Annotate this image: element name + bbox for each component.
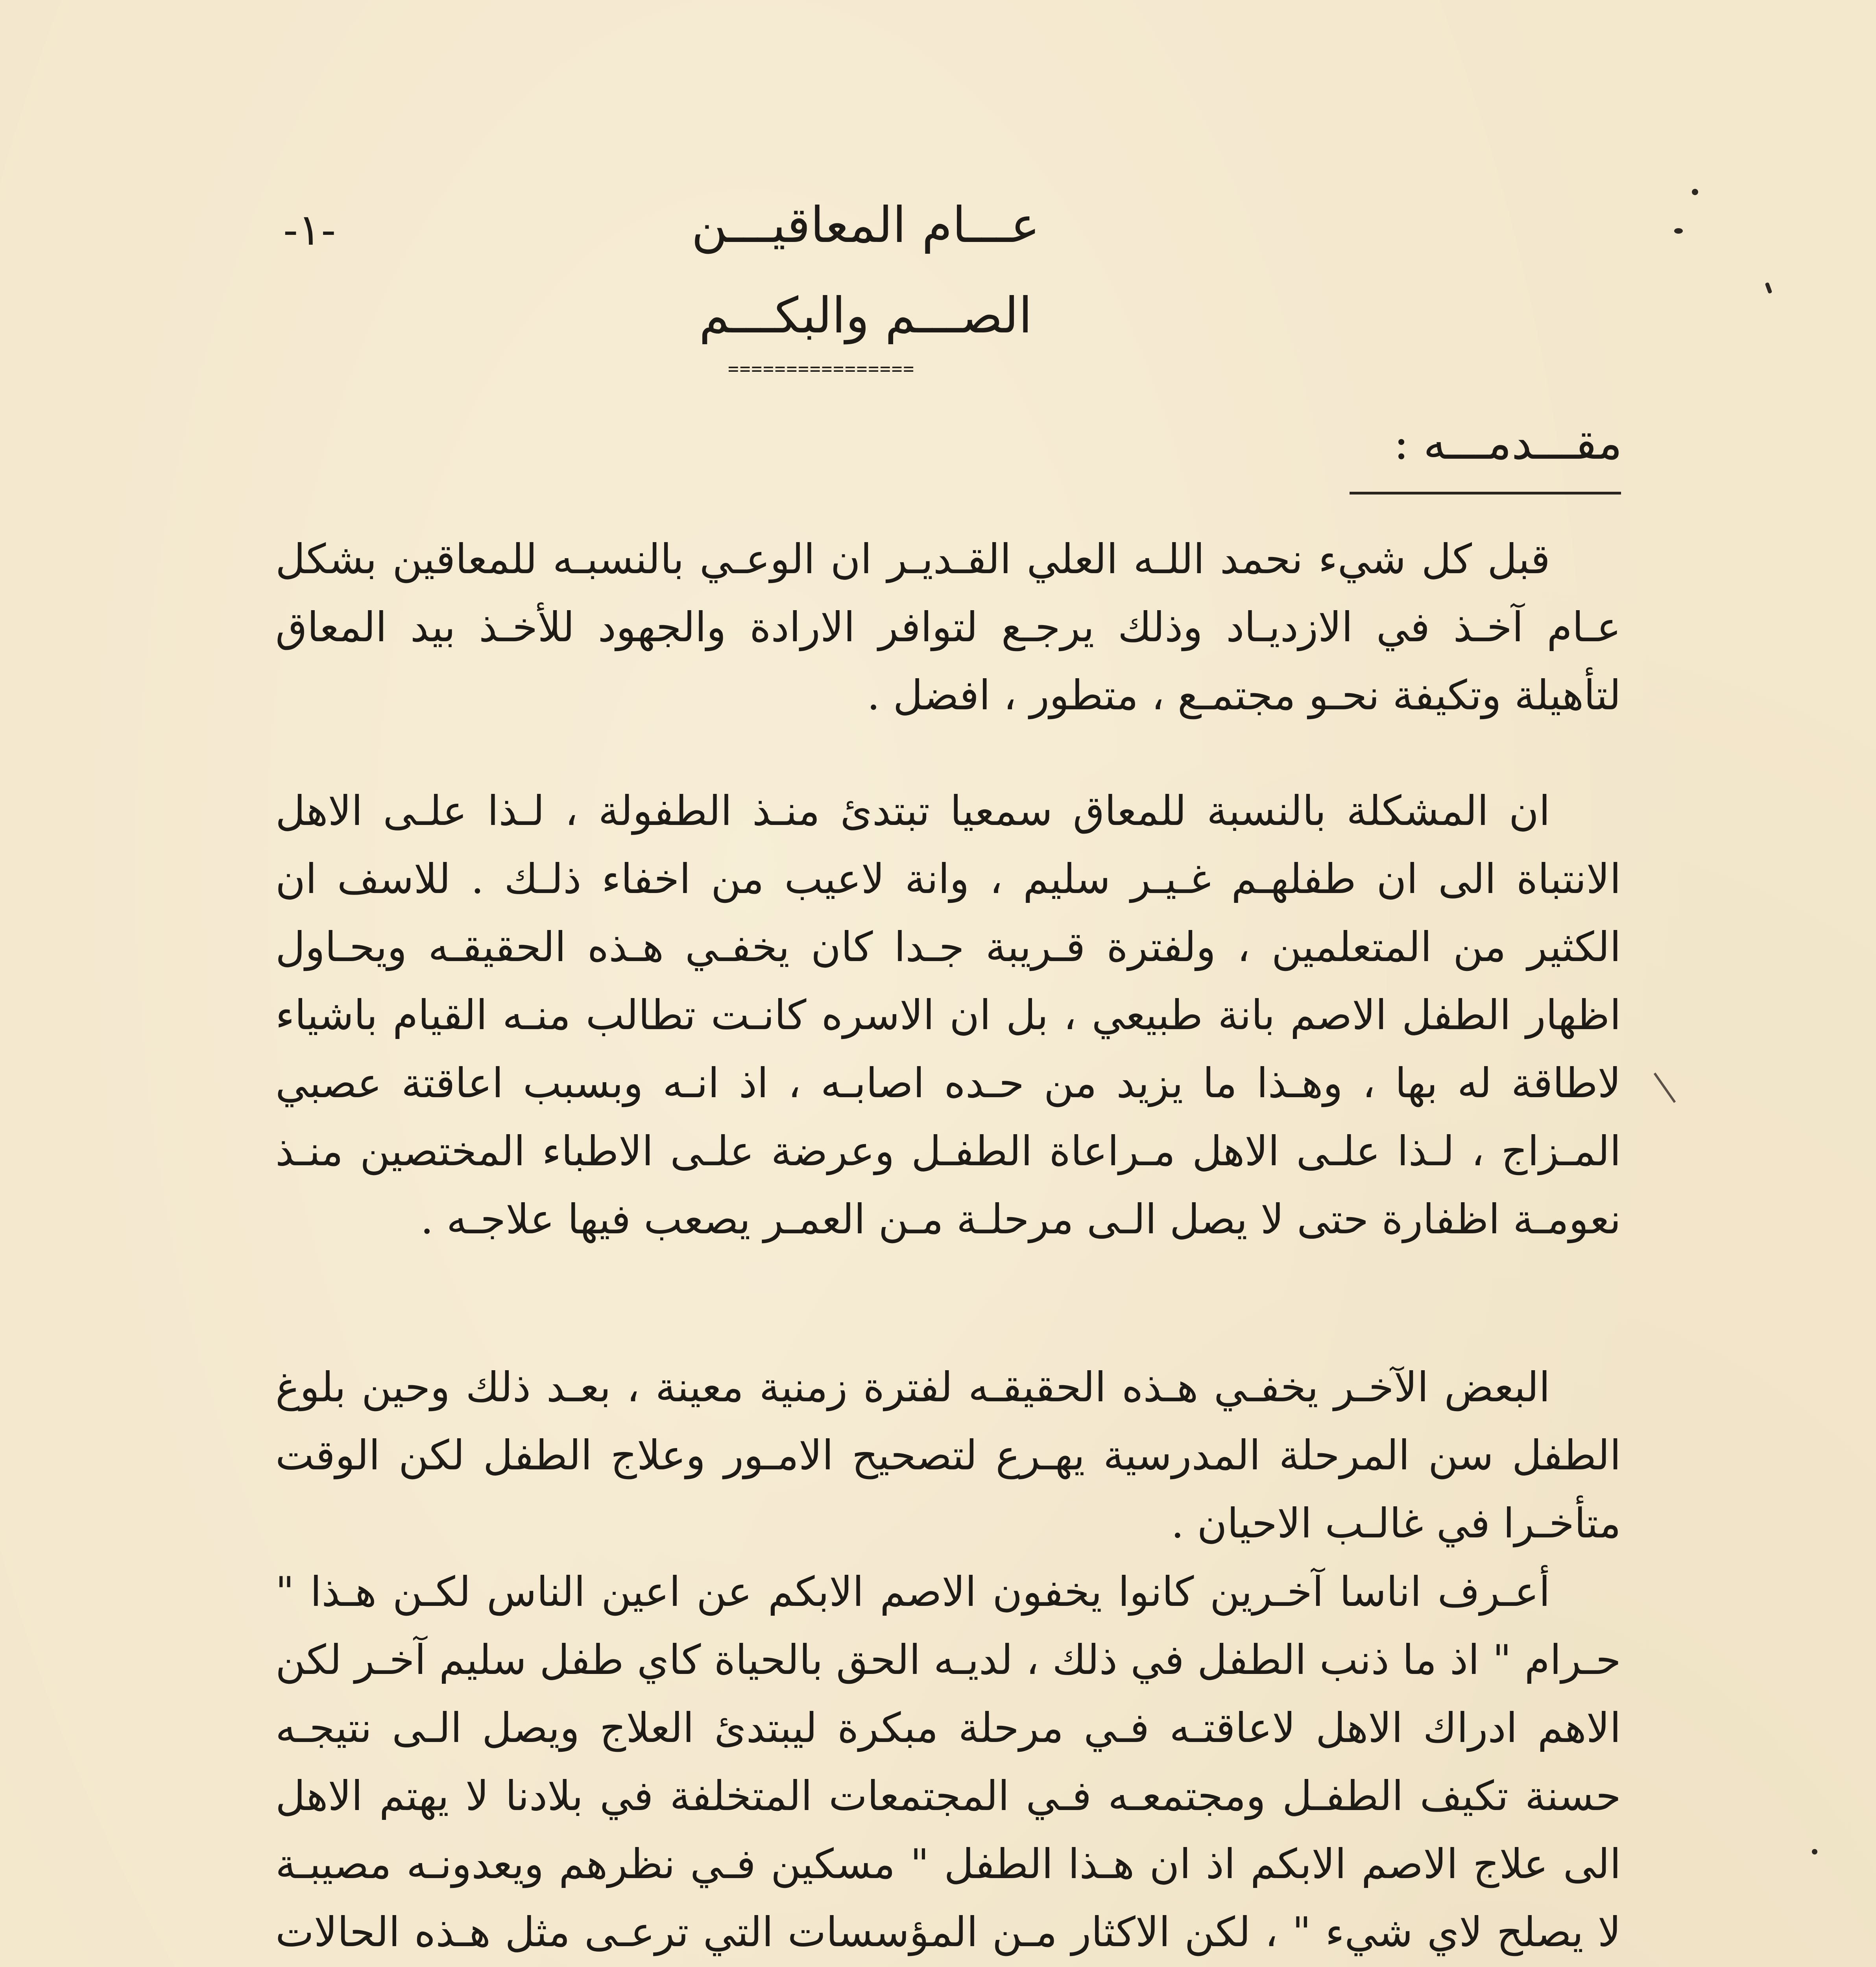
paper-speck: [1765, 282, 1773, 294]
pencil-mark: [1654, 1072, 1676, 1103]
paragraph-4: [275, 1558, 1621, 1967]
paragraph-4-text: أعـرف اناسا آخـرين كانوا يخفون الاصم الابكم عن اعين الناس لكـن هـذا " حـرام " اذ ما ذنب الطفل في ذلك ، لديـه الحق بالحياة كاي طفل سليم آخـر لكن الاهم ادراك الاهل لاعاقتـه فـي مرحلة مبكرة ليبتدئ العلاج ويصل الـى نتيجـه حسنة تكيف الطفـل ومجتمعـه فـي المجتمعات المتخلفة في بلادنا لا يهتم الاهل الى علاج الاصم الابكم اذ ان هـذا الطفل " مسكين فـي نظرهم ويعدونـه مصيبـة لا يصلح لاي شيء " ، لكن الاكثار مـن المؤسسات التي ترعـى مثل هـذه الحالات: [275, 1568, 1621, 1956]
paragraph-1: [275, 525, 1621, 729]
paper-speck: [1692, 189, 1698, 195]
paper-speck: [1812, 1849, 1817, 1854]
paragraph-2-text: ان المشكلة بالنسبة للمعاق سمعيا تبتدئ منـذ الطفولة ، لـذا علـى الاهل الانتباة الى ان طفلهـم غـيـر سليم ، وانة لاعيب من اخفاء ذلـك . للاسف ان الكثير من المتعلمين ، ولفترة قـريبة جـدا كان يخفـي هـذه الحقيقـه ويحـاول اظهار الطفل الاصم بانة طبيعي ، بل ان الاسره كانـت تطالب منـه القيام باشياء لاطاقة له بها ، وهـذا ما يزيد من حـده اصابـه ، اذ انـه وبسبب اعاقتة عصبي المـزاج ، لـذا علـى الاهل مـراعاة الطفـل وعرضة علـى الاطباء المختصين منـذ نعومـة اظفارة حتى لا يصل الـى مرحلـة مـن العمـر يصعب فيها علاجـه .: [275, 787, 1621, 1243]
paragraph-3: [275, 1353, 1621, 1557]
page-number: -١-: [283, 205, 336, 255]
document-subtitle: الصـــم والبكـــم: [699, 287, 1032, 344]
paragraph-1-text: قبل كل شيء نحمد اللـه العلي القـديـر ان الوعـي بالنسبـه للمعاقين بشكل عـام آخـذ في الازديـاد وذلك يرجـع لتوافر الارادة والجهود للأخـذ بيد المعاق لتأهيلة وتكيفة نحـو مجتمـع ، متطور ، افضل .: [275, 535, 1621, 719]
title-underline: ================: [728, 358, 915, 379]
introduction-heading: مقـــدمـــه :: [1394, 417, 1622, 470]
paper-speck: [1674, 228, 1683, 234]
paragraph-2: [275, 777, 1621, 1253]
paragraph-3-text: البعض الآخـر يخفـي هـذه الحقيقـه لفترة زمنية معينة ، بعـد ذلك وحين بلوغ الطفل سن المرحلة المدرسية يهـرع لتصحيح الامـور وعلاج الطفل لكن الوقت متأخـرا في غالـب الاحيان .: [275, 1363, 1621, 1547]
document-title: عـــام المعاقيـــن: [691, 197, 1040, 254]
introduction-heading-underline: [1350, 492, 1621, 495]
